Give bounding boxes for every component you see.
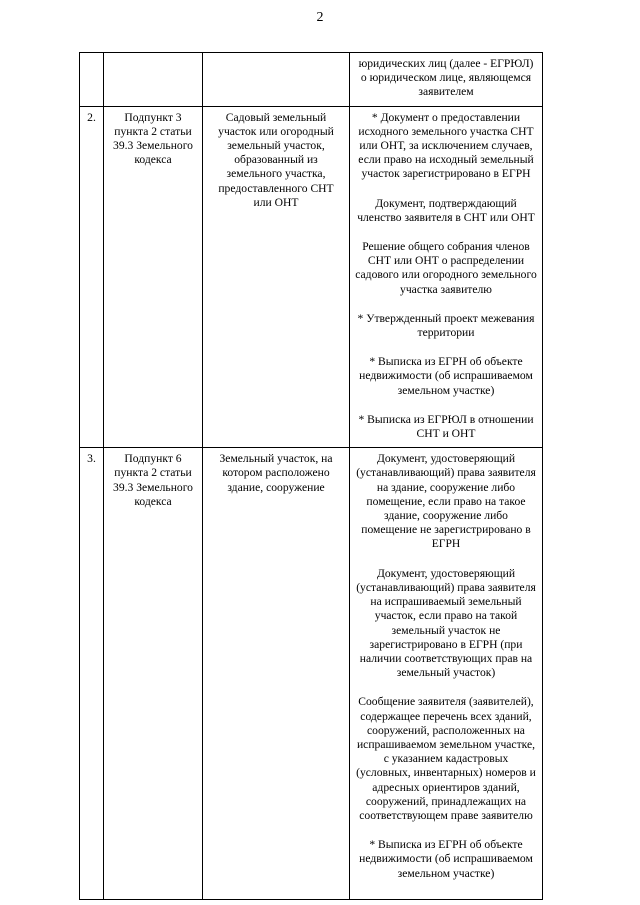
land-plot-type: Садовый земельный участок или огородный земельный участок, образованный из земельного участка, предоставленного СНТ или ОНТ — [203, 106, 350, 448]
land-plot-type: Земельный участок, на котором расположено здание, сооружение — [203, 448, 350, 900]
document-item: * Утвержденный проект межевания территории — [357, 311, 535, 340]
land-plot-type — [203, 53, 350, 107]
required-documents — [350, 106, 543, 448]
table-row — [80, 53, 543, 107]
document-item: Сообщение заявителя (заявителей), содержащее перечень всех зданий, сооружений, расположенных на испрашиваемом земельном участке, с указанием кадастровых (условных, инвентарных) номеров и адресных ориентиров зданий, сооружений, принадлежащих на соответствующем праве заявителю — [356, 695, 536, 822]
legal-basis — [104, 53, 203, 107]
document-item: * Выписка из ЕГРН об объекте недвижимости (об испрашиваемом земельном участке) — [359, 355, 533, 397]
document-item: Документ, удостоверяющий (устанавливающий) права заявителя на здание, сооружение либо помещение, если право на такое здание, сооружение либо помещение не зарегистрировано в ЕГРН — [356, 452, 536, 551]
documents-table — [79, 52, 543, 900]
legal-basis: Подпункт 3 пункта 2 статьи 39.3 Земельного кодекса — [104, 106, 203, 448]
document-item: Документ, подтверждающий членство заявителя в СНТ или ОНТ — [357, 196, 535, 224]
document-item: * Выписка из ЕГРЮЛ в отношении СНТ и ОНТ — [358, 412, 534, 441]
row-number — [80, 53, 104, 107]
row-number: 3. — [80, 448, 104, 900]
required-documents — [350, 53, 543, 107]
page-number: 2 — [316, 10, 324, 25]
document-item: * Выписка из ЕГРН об объекте недвижимости (об испрашиваемом земельном участке) — [359, 838, 533, 880]
document-item: * Документ о предоставлении исходного земельного участка СНТ или ОНТ, за исключением случаев, если право на исходный земельный участок зарегистрировано в ЕГРН — [358, 110, 534, 181]
document-item: Документ, удостоверяющий (устанавливающий) права заявителя на испрашиваемый земельный участок, если право на такой земельный участок не зарегистрировано в ЕГРН (при наличии соответствующих прав на земельный участок) — [356, 566, 536, 680]
document-item: юридических лиц (далее - ЕГРЮЛ) о юридическом лице, являющемся заявителем — [358, 57, 534, 99]
table-row — [80, 448, 543, 900]
row-number: 2. — [80, 106, 104, 448]
document-item: Решение общего собрания членов СНТ или ОНТ о распределении садового или огородного земельного участка заявителю — [355, 240, 537, 296]
table-row — [80, 106, 543, 448]
required-documents — [350, 448, 543, 900]
legal-basis: Подпункт 6 пункта 2 статьи 39.3 Земельного кодекса — [104, 448, 203, 900]
